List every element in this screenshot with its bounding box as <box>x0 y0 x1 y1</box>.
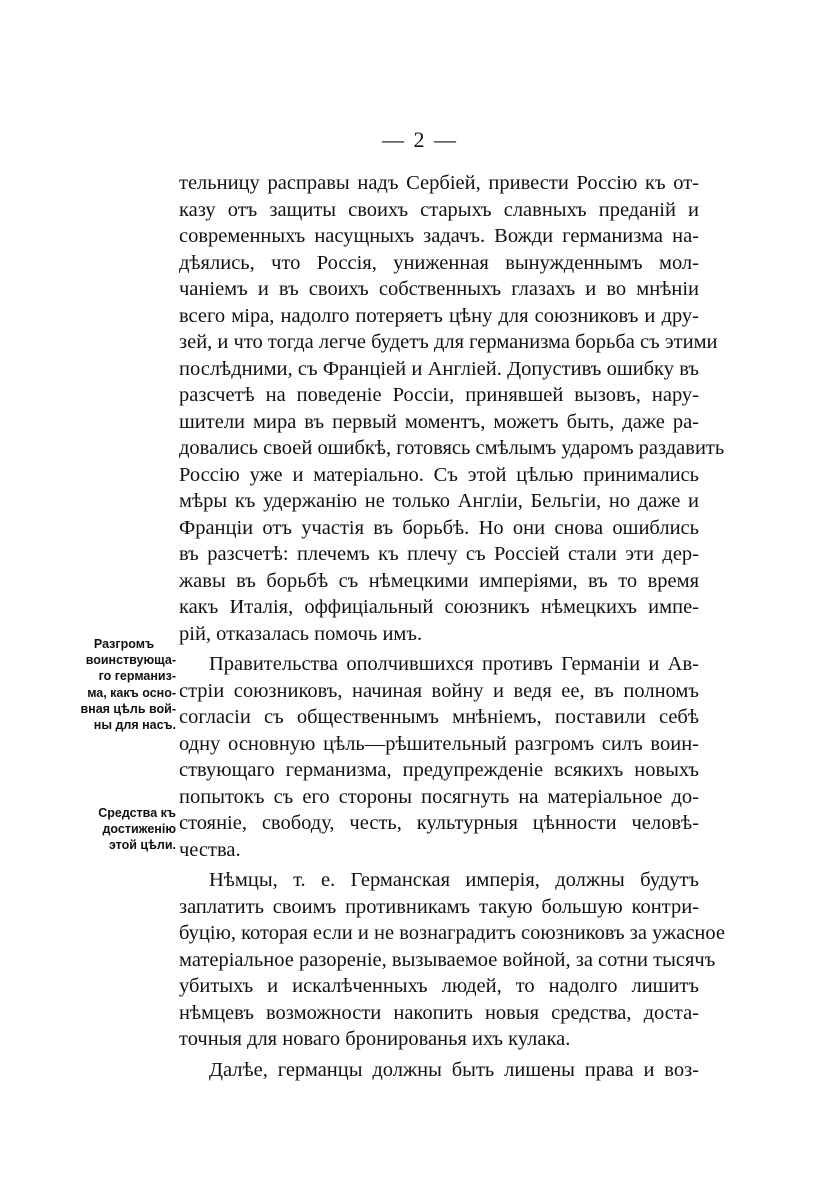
margin-note-2 <box>72 805 176 854</box>
text-line: какъ Италiя, оффицiальный союзникъ нѣмецкихъ импе- <box>179 596 699 618</box>
text-line: чества. <box>179 838 241 861</box>
text-line: казу отъ защиты своихъ старыхъ славныхъ преданiй и <box>179 198 699 221</box>
text-line: въ разсчетѣ: плечемъ къ плечу съ Россiей стали эти дер- <box>179 543 699 565</box>
text-line: Далѣе, германцы должны быть лишены права и воз- <box>209 1058 699 1081</box>
margin-note-line: го германиз- <box>98 669 176 684</box>
text-line: ствующаго германизма, предупрежденiе всякихъ новыхъ <box>179 759 699 781</box>
paragraph-2 <box>179 651 699 863</box>
text-line: всего мiра, надолго потеряетъ цѣну для союзниковъ и дру- <box>179 304 699 327</box>
text-line: разсчетѣ на поведенiе Россiи, принявшей вызовъ, нару- <box>179 384 699 406</box>
paragraph-1 <box>179 170 725 647</box>
text-line: буцiю, которая если и не вознаградитъ союзниковъ за ужасное <box>179 922 725 944</box>
text-line: согласiи съ общественнымъ мнѣнiемъ, поставили себѣ <box>179 706 699 728</box>
text-line: современныхъ насущныхъ задачъ. Вожди германизма на- <box>179 225 699 247</box>
margin-note-line: ма, какъ осно- <box>87 685 176 700</box>
margin-note-line: Разгромъ <box>93 637 155 651</box>
text-line: одну основную цѣль—рѣшительный разгромъ силъ воин- <box>179 732 699 755</box>
margin-note-1 <box>72 636 176 733</box>
text-line: чанiемъ и въ своихъ собственныхъ глазахъ и во мнѣнiи <box>179 278 699 300</box>
text-line: послѣдними, съ Францiей и Англiей. Допустивъ ошибку въ <box>179 357 699 380</box>
paragraph-4 <box>179 1057 699 1084</box>
text-line: Россiю уже и матерiально. Съ этой цѣлью принимались <box>179 463 699 486</box>
margin-note-line: достиженiю <box>102 822 176 837</box>
text-line: рiй, отказалась помочь имъ. <box>179 622 423 645</box>
text-line: довались своей ошибкѣ, готовясь смѣлымъ ударомъ раздавить <box>179 437 725 459</box>
body-text <box>179 170 725 1083</box>
paragraph-3 <box>179 867 725 1053</box>
text-line: Нѣмцы, т. е. Германская имперiя, должны будутъ <box>209 869 699 891</box>
text-line: жавы въ борьбѣ съ нѣмецкими имперiями, въ то время <box>179 569 699 592</box>
margin-note-line: вная цѣль вой- <box>80 701 176 716</box>
text-line: матерiальное разоренiе, вызываемое войной, за сотни тысячъ <box>179 948 716 971</box>
text-line: нѣмцевъ возможности накопить новыя средства, доста- <box>179 1001 699 1024</box>
text-line: стоянiе, свободу, честь, культурныя цѣнности человѣ- <box>179 812 699 834</box>
text-line: Францiи отъ участiя въ борьбѣ. Но они снова ошиблись <box>179 516 699 539</box>
margin-note-line: ны для насъ. <box>93 718 176 733</box>
text-line: убитыхъ и искалѣченныхъ людей, то надолго лишитъ <box>179 975 699 997</box>
text-line: шители мира въ первый моментъ, можетъ быть, даже ра- <box>179 410 699 433</box>
page-number: — 2 — <box>382 127 458 152</box>
text-line: тельницу расправы надъ Сербiей, привести Россiю къ от- <box>179 172 699 194</box>
text-line: мѣры къ удержанiю не только Англiи, Бельгiи, но даже и <box>179 490 699 512</box>
text-line: Правительства ополчившихся противъ Германiи и Ав- <box>209 653 699 675</box>
text-line: попытокъ съ его стороны посягнуть на матерiальное до- <box>179 785 699 808</box>
text-line: точныя для новаго бронированья ихъ кулака. <box>179 1028 571 1050</box>
margin-note-line: воинствующа- <box>85 653 176 668</box>
text-line: стрiи союзниковъ, начиная войну и ведя ее, въ полномъ <box>179 679 699 702</box>
text-line: дѣялись, что Россiя, униженная вынужденнымъ мол- <box>179 251 699 274</box>
margin-note-line: этой цѣли. <box>108 838 176 853</box>
text-line: зей, и что тогда легче будетъ для германизма борьба съ этими <box>179 331 718 353</box>
margin-note-line: Средства къ <box>98 806 176 820</box>
text-line: заплатить своимъ противникамъ такую большую контри- <box>179 895 699 918</box>
